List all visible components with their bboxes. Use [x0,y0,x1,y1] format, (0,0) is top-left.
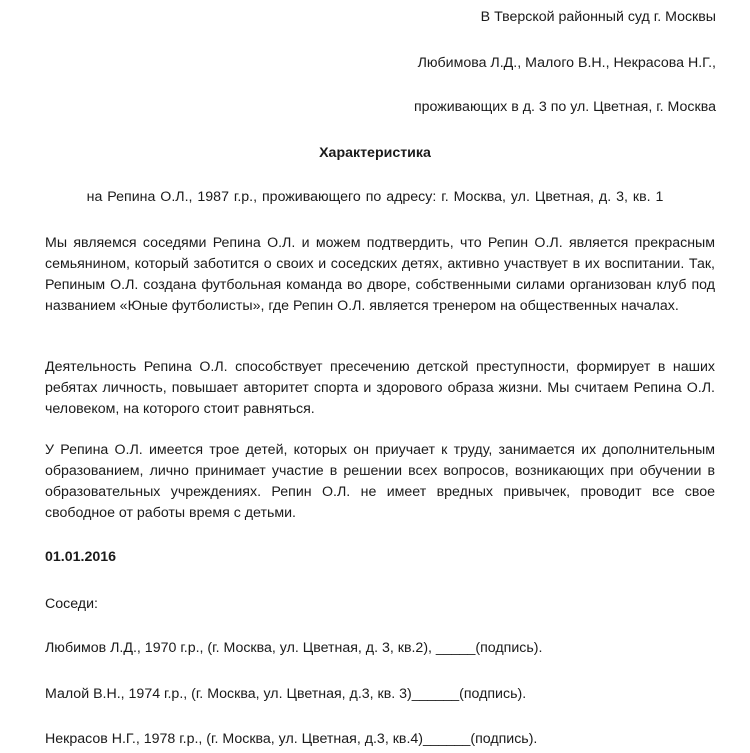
signatories-label: Соседи: [45,596,98,612]
paragraph-text: У Репина О.Л. имеется трое детей, которых он приучает к труду, занимается их дополнительным образованием, лично принимает участие в решении всех вопросов, возникающих при обучении в образовательных учреждениях. Репин О.Л. не имеет вредных привычек, проводит все свое свободное от работы время с детьми. [45,442,715,521]
paragraph-family [45,233,715,317]
paragraph-text: Мы являемся соседями Репина О.Л. и можем подтвердить, что Репин О.Л. является прекрасным семьянином, который заботится о своих и соседских детях, активно участвует в их воспитании. Так, Репиным О.Л. создана футбольная команда во дворе, собственными силами организован клуб под названием «Юные футболисты», где Репин О.Л. является тренером на общественных началах. [45,235,715,314]
document-subtitle: на Репина О.Л., 1987 г.р., проживающего по адресу: г. Москва, ул. Цветная, д. 3, кв. 1 [86,189,664,205]
applicants-line: Любимова Л.Д., Малого В.Н., Некрасова Н.Г., [417,55,716,71]
residence-line: проживающих в д. 3 по ул. Цветная, г. Москва [413,99,716,115]
signature-line: Любимов Л.Д., 1970 г.р., (г. Москва, ул. Цветная, д. 3, кв.2), _____(подпись). [45,640,543,656]
signature-line: Некрасов Н.Г., 1978 г.р., (г. Москва, ул. Цветная, д.3, кв.4)______(подпись). [45,731,538,747]
signature-line: Малой В.Н., 1974 г.р., (г. Москва, ул. Цветная, д.3, кв. 3)______(подпись). [45,686,527,702]
paragraph-activity [45,357,715,420]
document-title: Характеристика [319,145,431,161]
document-date: 01.01.2016 [45,549,117,565]
court-addressee: В Тверской районный суд г. Москвы [480,9,716,25]
paragraph-text: Деятельность Репина О.Л. способствует пресечению детской преступности, формирует в наших ребятах личность, повышает авторитет спорта и здорового образа жизни. Мы считаем Репина О.Л. человеком, на которого стоит равняться. [45,359,715,417]
paragraph-children [45,440,715,524]
